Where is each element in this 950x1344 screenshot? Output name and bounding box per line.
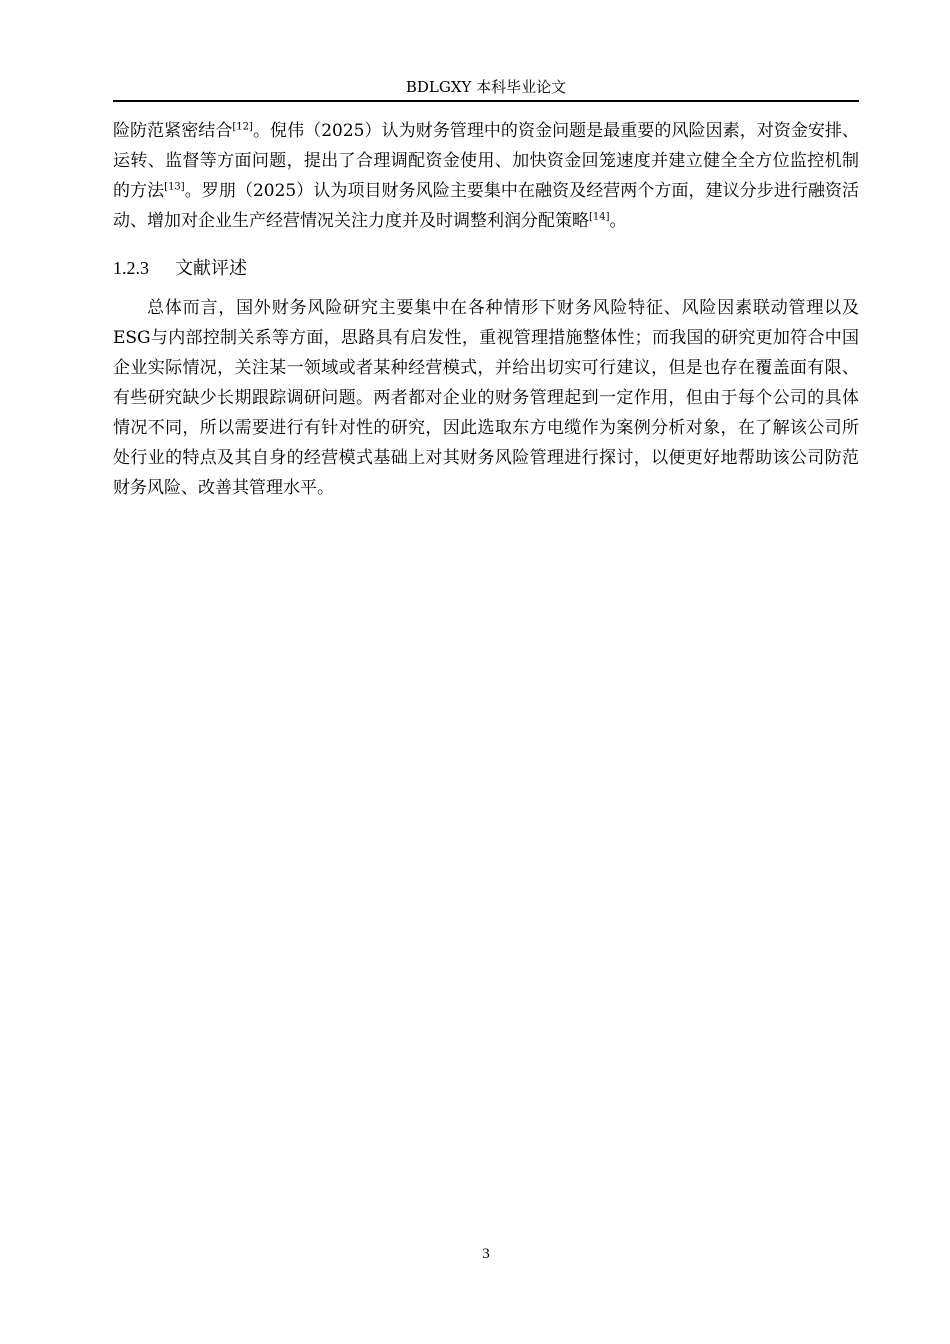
page-body (113, 116, 859, 503)
header-rule (113, 100, 859, 102)
section-heading (113, 254, 859, 283)
paragraph-text: 险防范紧密结合 (113, 121, 233, 141)
paragraph-text: 。倪伟（2025）认为财务管理中的资金问题是最重要的风险因素，对资金安排、运转、监督等方面问题，提出了合理调配资金使用、加快资金回笼速度并建立健全全方位监控机制的方法 (113, 121, 860, 201)
paragraph-text: 。罗朋（2025）认为项目财务风险主要集中在融资及经营两个方面，建议分步进行融资活动、增加对企业生产经营情况关注力度并及时调整利润分配策略 (113, 181, 860, 231)
citation-12: [12] (232, 121, 253, 133)
paragraph-literature-domestic (113, 116, 859, 236)
section-number: 1.2.3 (113, 258, 149, 278)
section-title: 文献评述 (175, 258, 247, 279)
citation-13: [13] (164, 181, 185, 193)
paragraph-literature-review: 总体而言，国外财务风险研究主要集中在各种情形下财务风险特征、风险因素联动管理以及ESG与内部控制关系等方面，思路具有启发性，重视管理措施整体性；而我国的研究更加符合中国企业实际情况，关注某一领域或者某种经营模式，并给出切实可行建议，但是也存在覆盖面有限、有些研究缺少长期跟踪调研问题。两者都对企业的财务管理起到一定作用，但由于每个公司的具体情况不同，所以需要进行有针对性的研究，因此选取东方电缆作为案例分析对象，在了解该公司所处行业的特点及其自身的经营模式基础上对其财务风险管理进行探讨，以便更好地帮助该公司防范财务风险、改善其管理水平。 (113, 298, 859, 498)
page-number: 3 (482, 1246, 490, 1262)
paragraph-text: 。 (609, 211, 627, 231)
running-header: BDLGXY 本科毕业论文 (405, 78, 567, 96)
citation-14: [14] (589, 211, 610, 223)
